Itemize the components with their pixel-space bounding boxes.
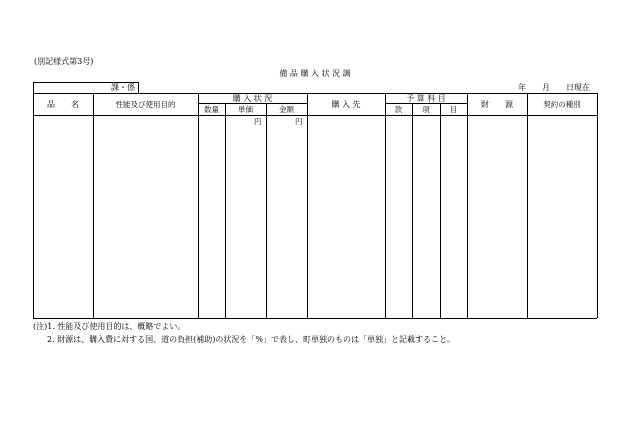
col-line-item-name (93, 93, 94, 318)
col-line-budget (467, 93, 468, 318)
section-box-top (33, 82, 138, 83)
col-line-kan (412, 103, 413, 318)
budget-subheader-line (385, 103, 467, 104)
header-contract-type: 契約の種別 (543, 100, 581, 109)
header-moku: 目 (449, 105, 458, 114)
col-line-quantity (225, 103, 226, 318)
table-top-border (33, 93, 597, 94)
col-line-right (597, 93, 598, 318)
date-label: 年 月 日現在 (518, 83, 590, 92)
header-purchase-status: 購 入 状 況 (232, 94, 273, 103)
section-label: 課・係 (111, 83, 135, 92)
header-budget-item: 予 算 科 目 (406, 94, 446, 103)
table-bottom-border (33, 318, 597, 319)
col-line-left (33, 93, 34, 318)
header-funding: 財 源 (481, 100, 513, 109)
form-title: 備 品 購 入 状 況 調 (279, 69, 351, 78)
purchase-subheader-line (198, 103, 307, 104)
note-2: 2. 財源は、購入費に対する国、道の負担(補助)の状況を「%」で表し、町単独のものは「単独」と記載すること。 (47, 335, 456, 344)
header-supplier: 購 入 先 (331, 100, 361, 109)
header-performance: 性能及び使用目的 (115, 100, 176, 109)
header-unit-price: 単価 (238, 105, 253, 114)
col-line-performance (198, 93, 199, 318)
amount-yen: 円 (295, 117, 303, 126)
unit-price-yen: 円 (254, 117, 262, 126)
header-amount: 金額 (279, 105, 294, 114)
col-line-kou (440, 103, 441, 318)
header-item-name: 品 名 (47, 100, 79, 109)
header-bottom-border (33, 115, 597, 116)
note-1: (注)1. 性能及び使用目的は、概略でよい。 (33, 322, 186, 331)
header-kou: 項 (422, 105, 430, 114)
col-line-purchase (307, 93, 308, 318)
col-line-funding (527, 93, 528, 318)
header-kan: 款 (394, 105, 403, 114)
col-line-supplier (385, 93, 386, 318)
form-number: (別記様式第3号) (34, 57, 94, 66)
col-line-unit-price (266, 103, 267, 318)
header-quantity: 数量 (204, 105, 219, 114)
